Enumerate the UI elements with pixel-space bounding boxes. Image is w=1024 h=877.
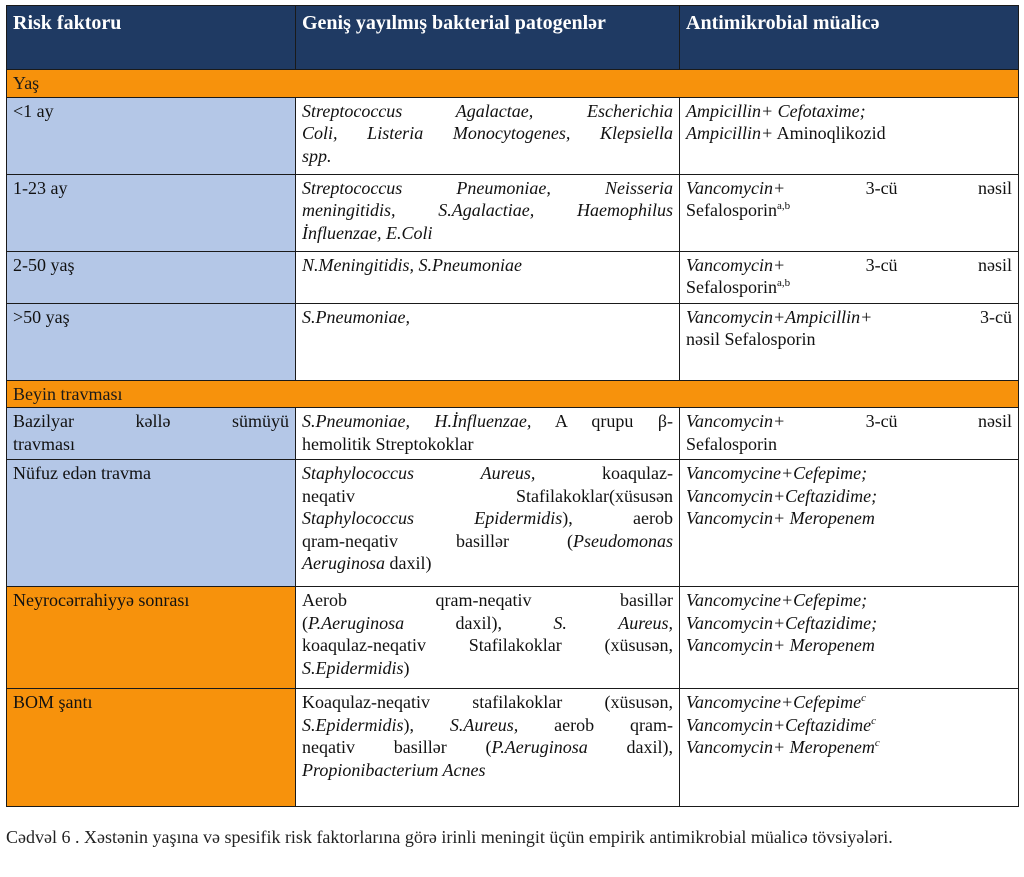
pathogens-cell: Streptococcus Pneumoniae, Neisseria meningitidis, S.Agalactiae, Haemophilus İnfluenzae, E.Coli — [296, 174, 680, 251]
risk-cell: >50 yaş — [7, 303, 296, 380]
pathogens-cell: S.Pneumoniae, — [296, 303, 680, 380]
pathogens-cell: S.Pneumoniae, H.İnfluenzae, A qrupu β- hemolitik Streptokoklar — [296, 408, 680, 460]
pathogens-cell: Aerob qram-neqativ basillər (P.Aeruginosa daxil), S. Aureus, koaqulaz-neqativ Stafilakoklar (xüsusən, S.Epidermidis) — [296, 587, 680, 689]
section-row-age — [7, 70, 1019, 98]
table-row — [7, 408, 1019, 460]
pathogens-cell: N.Meningitidis, S.Pneumoniae — [296, 251, 680, 303]
risk-cell: Neyrocərrahiyyə sonrası — [7, 587, 296, 689]
therapy-cell: Vancomycin+ 3-cü nəsil Sefalosporin$^{a,b}$ — [680, 251, 1019, 303]
section-row-trauma — [7, 380, 1019, 408]
risk-cell: 2-50 yaş — [7, 251, 296, 303]
therapy-cell: Vancomycin+ 3-cü nəsil Sefalosporin — [680, 408, 1019, 460]
table-row — [7, 587, 1019, 689]
therapy-cell: Vancomycine+Cefepime; Vancomycin+Ceftazidime; Vancomycin+ Meropenem — [680, 587, 1019, 689]
therapy-cell: Vancomycine+Cefepime; Vancomycin+Ceftazidime; Vancomycin+ Meropenem — [680, 460, 1019, 587]
risk-cell: BOM şantı — [7, 689, 296, 807]
table-row — [7, 251, 1019, 303]
header-risk: Risk faktoru — [7, 6, 296, 70]
table-row — [7, 174, 1019, 251]
table-row — [7, 460, 1019, 587]
section-trauma: Beyin travması — [7, 380, 1019, 408]
table-row — [7, 97, 1019, 174]
table-row — [7, 689, 1019, 807]
therapy-cell: Vancomycin+ 3-cü nəsil Sefalosporin$^{a,b}$ — [680, 174, 1019, 251]
section-age: Yaş — [7, 70, 1019, 98]
pathogens-cell: Staphylococcus Aureus, koaqulaz- neqativ Stafilakoklar(xüsusən Staphylococcus Epidermidis), aerob qram-neqativ basillər (Pseudomonas Aeruginosa daxil) — [296, 460, 680, 587]
risk-factor-table — [6, 5, 1019, 807]
risk-cell: Bazilyar kəllə sümüyü travması — [7, 408, 296, 460]
risk-cell: Nüfuz edən travma — [7, 460, 296, 587]
risk-cell: <1 ay — [7, 97, 296, 174]
therapy-cell: Vancomycine+Cefepime$^c$ Vancomycin+Ceftazidime$^c$ Vancomycin+ Meropenem$^c$ — [680, 689, 1019, 807]
header-pathogens: Geniş yayılmış bakterial patogenlər — [296, 6, 680, 70]
pathogens-cell: Streptococcus Agalactae, Escherichia Coli, Listeria Monocytogenes, Klepsiella spp. — [296, 97, 680, 174]
table-caption: Cədvəl 6 . Xəstənin yaşına və spesifik risk faktorlarına görə irinli meningit üçün empirik antimikrobial müalicə tövsiyələri. — [6, 827, 893, 847]
pathogens-cell: Koaqulaz-neqativ stafilakoklar (xüsusən, S.Epidermidis), S.Aureus, aerob qram- neqativ basillər (P.Aeruginosa daxil), Propionibacterium Acnes — [296, 689, 680, 807]
header-therapy: Antimikrobial müalicə — [680, 6, 1019, 70]
therapy-cell: Vancomycin+Ampicillin+ 3-cü nəsil Sefalosporin — [680, 303, 1019, 380]
table-row — [7, 303, 1019, 380]
therapy-cell: Ampicillin+ Cefotaxime; Ampicillin+ Aminoqlikozid — [680, 97, 1019, 174]
risk-cell: 1-23 ay — [7, 174, 296, 251]
table-header-row — [7, 6, 1019, 70]
document — [6, 5, 1018, 807]
